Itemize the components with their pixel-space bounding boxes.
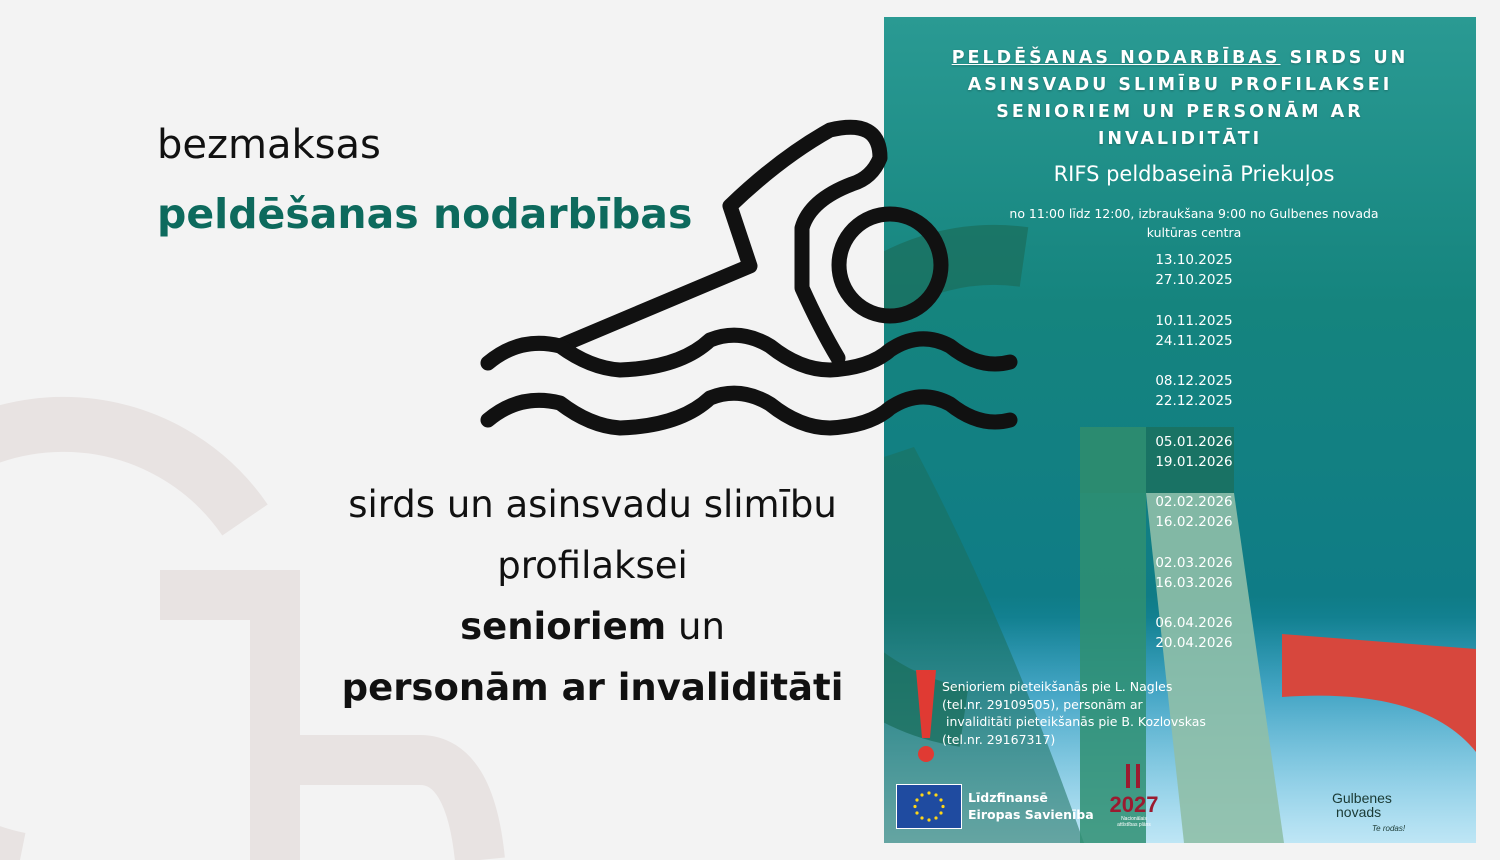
note-line: invaliditāti pieteikšanās pie B. Kozlovskas	[942, 714, 1206, 729]
purpose-text	[320, 474, 865, 718]
date-group	[1114, 371, 1274, 432]
date-item: 19.01.2026	[1155, 453, 1233, 470]
note-line: (tel.nr. 29167317)	[942, 731, 1056, 747]
date-group	[1114, 553, 1274, 614]
purpose-line1: sirds un asinsvadu slimību	[348, 483, 837, 526]
swimmer-icon	[480, 118, 1025, 448]
date-item: 10.11.2025	[1155, 312, 1233, 329]
eu-flag-icon	[896, 784, 962, 829]
poster-venue: RIFS peldbaseinā Priekuļos	[1053, 162, 1335, 186]
poster-dates	[1114, 250, 1274, 674]
date-item: 27.10.2025	[1155, 272, 1233, 288]
gn-line2: novads	[1336, 804, 1382, 820]
date-item: 16.03.2026	[1155, 574, 1233, 591]
poster-time-line1: no 11:00 līdz 12:00, izbraukšana 9:00 no Gulbenes novada	[1009, 206, 1379, 221]
date-group	[1114, 492, 1274, 553]
date-item: 24.11.2025	[1155, 332, 1233, 349]
date-item: 16.02.2026	[1155, 514, 1233, 530]
date-item: 05.01.2026	[1155, 433, 1233, 450]
note-line: Senioriem pieteikšanās pie L. Nagles	[942, 679, 1173, 694]
date-item: 22.12.2025	[1155, 393, 1233, 409]
exclamation-icon	[914, 668, 938, 764]
logo2027-caption2: attīstības plāns	[1117, 822, 1151, 828]
logo2027-year: 2027	[1109, 792, 1159, 817]
date-item: 20.04.2026	[1155, 635, 1233, 651]
eu-line2: Eiropas Savienība	[968, 807, 1094, 822]
poster-time-line2: kultūras centra	[1146, 225, 1242, 240]
purpose-line2: profilaksei	[497, 544, 688, 587]
poster-time	[1004, 204, 1384, 242]
purpose-and: un	[678, 605, 725, 648]
date-group	[1114, 432, 1274, 493]
headline-free: bezmaksas	[157, 122, 381, 168]
date-item: 06.04.2026	[1155, 615, 1233, 631]
date-group	[1114, 250, 1274, 311]
headline-swimming: peldēšanas nodarbības	[157, 190, 693, 238]
poster-title-rest: SIRDS UN ASINSVADU SLIMĪBU PROFILAKSEI SENIORIEM UN PERSONĀM AR INVALIDITĀTI	[967, 48, 1409, 149]
date-item: 08.12.2025	[1155, 373, 1233, 389]
date-group	[1114, 311, 1274, 372]
purpose-seniors-line	[320, 596, 865, 657]
registration-note	[942, 678, 1232, 748]
national-development-plan-logo	[1104, 762, 1164, 830]
eu-cofinanced-text	[968, 789, 1094, 823]
date-group	[1114, 613, 1274, 674]
poster-title-underlined: PELDĒŠANAS NODARBĪBAS	[951, 48, 1281, 68]
date-item: 13.10.2025	[1155, 252, 1233, 268]
purpose-seniors: senioriem	[460, 605, 667, 648]
purpose-disabled: personām ar invaliditāti	[341, 666, 844, 709]
eu-line1: Līdzfinansē	[968, 790, 1048, 805]
note-line: (tel.nr. 29109505), personām ar	[942, 696, 1143, 712]
gn-slogan: Te rodas!	[1372, 824, 1406, 833]
logo2027-caption1: Nacionālais	[1121, 816, 1147, 822]
date-item: 02.02.2026	[1155, 494, 1233, 510]
date-item: 02.03.2026	[1155, 554, 1233, 571]
gulbenes-novads-logo	[1332, 789, 1412, 835]
gn-line1: Gulbenes	[1332, 790, 1392, 806]
